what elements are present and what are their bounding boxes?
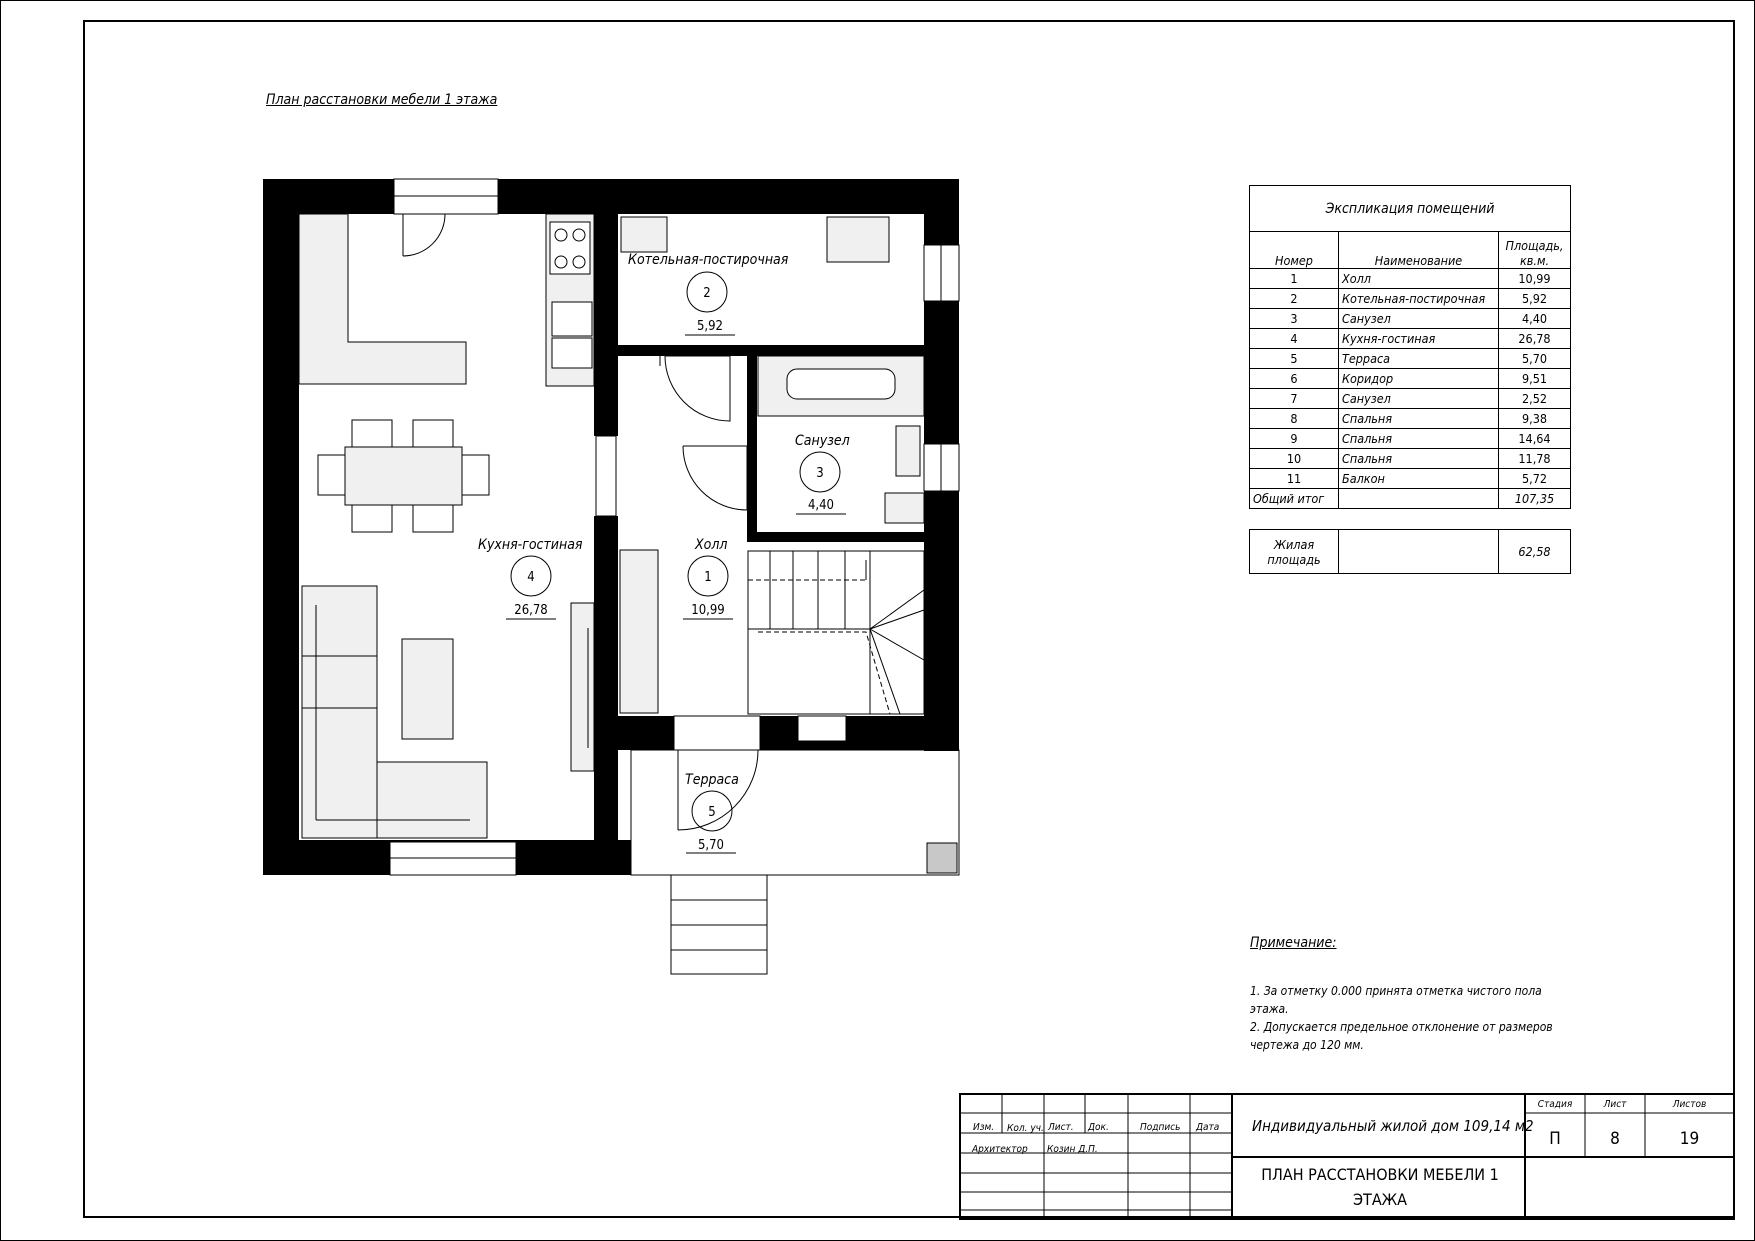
row-name: Кухня-гостиная bbox=[1339, 329, 1499, 349]
sheet-value: 8 bbox=[1610, 1129, 1620, 1149]
note-line: 1. За отметку 0.000 принята отметка чистого пола bbox=[1250, 984, 1542, 998]
room-label: Терраса bbox=[685, 772, 739, 788]
total-label: Общий итог bbox=[1250, 489, 1339, 509]
row-area: 9,38 bbox=[1499, 409, 1571, 429]
row-area: 11,78 bbox=[1499, 449, 1571, 469]
room-label: Холл bbox=[695, 537, 728, 553]
row-name: Спальня bbox=[1339, 449, 1499, 469]
row-number: 2 bbox=[1250, 289, 1339, 309]
row-number: 3 bbox=[1250, 309, 1339, 329]
drawing-title: План расстановки мебели 1 этажа bbox=[266, 92, 498, 108]
room-label: Котельная-постирочная bbox=[628, 252, 789, 268]
room-area: 4,40 bbox=[807, 498, 835, 513]
header-area: Площадь, кв.м. bbox=[1499, 232, 1571, 269]
room-area: 10,99 bbox=[691, 603, 725, 618]
table-caption: Экспликация помещений bbox=[1250, 186, 1571, 232]
sheets-value: 19 bbox=[1679, 1129, 1700, 1149]
row-number: 6 bbox=[1250, 369, 1339, 389]
row-name: Холл bbox=[1339, 269, 1499, 289]
row-number: 10 bbox=[1250, 449, 1339, 469]
project-title: Индивидуальный жилой дом 109,14 м2 bbox=[1252, 1117, 1534, 1135]
stage-label: Стадия bbox=[1537, 1099, 1573, 1110]
room-area: 5,92 bbox=[696, 319, 724, 334]
row-area: 4,40 bbox=[1499, 309, 1571, 329]
stamp-col-list: Лист. bbox=[1048, 1122, 1074, 1133]
room-label: Санузел bbox=[795, 433, 850, 449]
row-area: 5,72 bbox=[1499, 469, 1571, 489]
sheets-label: Листов bbox=[1672, 1099, 1707, 1110]
room-number: 4 bbox=[527, 570, 535, 585]
note-line: чертежа до 120 мм. bbox=[1250, 1038, 1364, 1052]
note-line: 2. Допускается предельное отклонение от размеров bbox=[1250, 1020, 1553, 1034]
row-name: Терраса bbox=[1339, 349, 1499, 369]
sheet-label: Лист bbox=[1603, 1099, 1627, 1110]
stamp-person: Козин Д.П. bbox=[1047, 1144, 1098, 1155]
row-name: Санузел bbox=[1339, 389, 1499, 409]
stamp-col-signature: Подпись bbox=[1140, 1122, 1181, 1133]
row-name: Спальня bbox=[1339, 409, 1499, 429]
row-area: 5,70 bbox=[1499, 349, 1571, 369]
row-number: 1 bbox=[1250, 269, 1339, 289]
row-number: 4 bbox=[1250, 329, 1339, 349]
sheet-title: ПЛАН РАССТАНОВКИ МЕБЕЛИ 1 ЭТАЖА bbox=[1261, 1165, 1499, 1209]
row-number: 7 bbox=[1250, 389, 1339, 409]
row-name: Санузел bbox=[1339, 309, 1499, 329]
header-name: Наименование bbox=[1339, 232, 1499, 269]
header-number: Номер bbox=[1250, 232, 1339, 269]
room-area: 26,78 bbox=[514, 603, 548, 618]
row-area: 5,92 bbox=[1499, 289, 1571, 309]
room-number: 2 bbox=[703, 286, 711, 301]
row-area: 26,78 bbox=[1499, 329, 1571, 349]
notes-title: Примечание: bbox=[1250, 935, 1337, 951]
row-name: Коридор bbox=[1339, 369, 1499, 389]
row-area: 2,52 bbox=[1499, 389, 1571, 409]
row-number: 8 bbox=[1250, 409, 1339, 429]
living-value: 62,58 bbox=[1499, 530, 1571, 574]
row-area: 10,99 bbox=[1499, 269, 1571, 289]
row-number: 9 bbox=[1250, 429, 1339, 449]
row-name: Спальня bbox=[1339, 429, 1499, 449]
row-name: Котельная-постирочная bbox=[1339, 289, 1499, 309]
room-number: 5 bbox=[708, 805, 716, 820]
stamp-role: Архитектор bbox=[972, 1144, 1028, 1155]
row-area: 9,51 bbox=[1499, 369, 1571, 389]
row-number: 11 bbox=[1250, 469, 1339, 489]
living-label: Жилая площадь bbox=[1250, 530, 1339, 574]
stamp-col-date: Дата bbox=[1196, 1122, 1220, 1133]
row-number: 5 bbox=[1250, 349, 1339, 369]
room-number: 1 bbox=[704, 570, 712, 585]
row-area: 14,64 bbox=[1499, 429, 1571, 449]
total-value: 107,35 bbox=[1499, 489, 1571, 509]
room-label: Кухня-гостиная bbox=[478, 537, 583, 553]
stage-value: П bbox=[1549, 1129, 1561, 1149]
stamp-col-izm: Изм. bbox=[973, 1122, 995, 1133]
stamp-col-dok: Док. bbox=[1088, 1122, 1109, 1133]
room-number: 3 bbox=[816, 466, 824, 481]
stamp-col-kol: Кол. уч. bbox=[1007, 1123, 1044, 1134]
note-line: этажа. bbox=[1250, 1002, 1289, 1016]
row-name: Балкон bbox=[1339, 469, 1499, 489]
room-area: 5,70 bbox=[697, 838, 725, 853]
